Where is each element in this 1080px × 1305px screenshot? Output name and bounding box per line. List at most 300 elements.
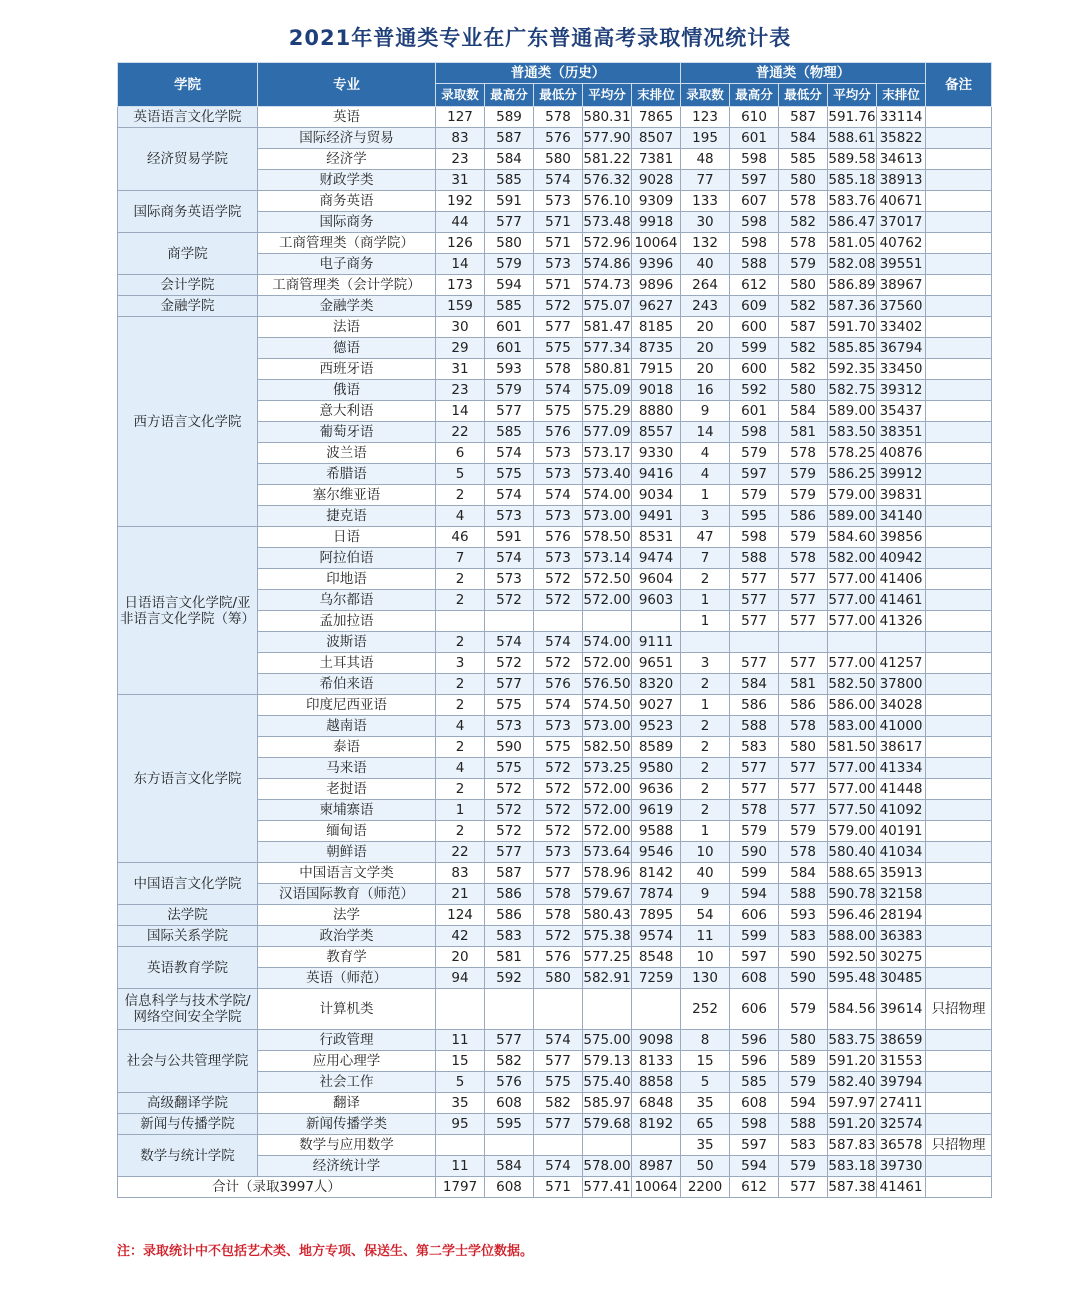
- page-title: 2021年普通类专业在广东普通高考录取情况统计表: [288, 26, 792, 50]
- physics-value-cell: 579: [779, 1156, 828, 1177]
- physics-value-cell: 579.00: [828, 485, 877, 506]
- major-cell: 法语: [258, 317, 436, 338]
- history-value-cell: 578.00: [583, 1156, 632, 1177]
- physics-value-cell: 610: [730, 107, 779, 128]
- physics-value-cell: 583.50: [828, 422, 877, 443]
- history-value-cell: 581.22: [583, 149, 632, 170]
- history-value-cell: 572: [485, 653, 534, 674]
- footnote: 注：录取统计中不包括艺术类、地方专项、保送生、第二学士学位数据。: [117, 1244, 534, 1259]
- physics-value-cell: 601: [730, 401, 779, 422]
- physics-value-cell: 14: [681, 422, 730, 443]
- history-value-cell: 587: [485, 128, 534, 149]
- table-row: [118, 317, 992, 338]
- history-value-cell: 22: [436, 842, 485, 863]
- history-value-cell: [583, 989, 632, 1030]
- physics-value-cell: 586: [730, 695, 779, 716]
- history-value-cell: 575.09: [583, 380, 632, 401]
- history-value-cell: 571: [534, 233, 583, 254]
- physics-value-cell: 587: [779, 317, 828, 338]
- history-value-cell: 591: [485, 527, 534, 548]
- remark-cell: [926, 275, 992, 296]
- history-value-cell: 7381: [632, 149, 681, 170]
- history-value-cell: 579: [485, 254, 534, 275]
- physics-value-cell: 195: [681, 128, 730, 149]
- physics-value-cell: [681, 632, 730, 653]
- history-value-cell: 574: [485, 548, 534, 569]
- history-value-cell: 574: [534, 695, 583, 716]
- physics-value-cell: 32158: [877, 884, 926, 905]
- major-cell: 英语（师范）: [258, 968, 436, 989]
- physics-value-cell: 580: [779, 170, 828, 191]
- history-value-cell: 14: [436, 401, 485, 422]
- remark-cell: [926, 968, 992, 989]
- major-cell: 泰语: [258, 737, 436, 758]
- college-cell: 国际关系学院: [118, 926, 258, 947]
- total-physics-cell: 577: [779, 1177, 828, 1198]
- physics-value-cell: 8: [681, 1030, 730, 1051]
- table-row: [118, 191, 992, 212]
- physics-value-cell: 588: [730, 548, 779, 569]
- header-sub-count: 录取数: [436, 84, 485, 107]
- remark-cell: [926, 1093, 992, 1114]
- history-value-cell: 590: [485, 737, 534, 758]
- physics-value-cell: 591.76: [828, 107, 877, 128]
- history-value-cell: 7874: [632, 884, 681, 905]
- major-cell: 新闻传播学类: [258, 1114, 436, 1135]
- physics-value-cell: 54: [681, 905, 730, 926]
- history-value-cell: [436, 611, 485, 632]
- history-value-cell: 593: [485, 359, 534, 380]
- physics-value-cell: 597: [730, 464, 779, 485]
- physics-value-cell: 588: [779, 1114, 828, 1135]
- college-cell: 英语语言文化学院: [118, 107, 258, 128]
- history-value-cell: 572: [485, 800, 534, 821]
- history-value-cell: 573: [534, 191, 583, 212]
- history-value-cell: 580.31: [583, 107, 632, 128]
- history-value-cell: 31: [436, 359, 485, 380]
- physics-value-cell: 590.78: [828, 884, 877, 905]
- physics-value-cell: 600: [730, 359, 779, 380]
- physics-value-cell: 40191: [877, 821, 926, 842]
- physics-value-cell: 580.40: [828, 842, 877, 863]
- remark-cell: [926, 758, 992, 779]
- remark-cell: [926, 716, 992, 737]
- physics-value-cell: 582: [779, 359, 828, 380]
- remark-cell: [926, 800, 992, 821]
- major-cell: 法学: [258, 905, 436, 926]
- remark-cell: [926, 590, 992, 611]
- physics-value-cell: 591.70: [828, 317, 877, 338]
- physics-value-cell: 594: [779, 1093, 828, 1114]
- physics-value-cell: 2: [681, 674, 730, 695]
- college-cell: 高级翻译学院: [118, 1093, 258, 1114]
- history-value-cell: 579.68: [583, 1114, 632, 1135]
- history-value-cell: 582: [485, 1051, 534, 1072]
- physics-value-cell: 35: [681, 1135, 730, 1156]
- remark-cell: [926, 359, 992, 380]
- total-label: 合计（录取3997人）: [118, 1177, 436, 1198]
- total-physics-cell: 587.38: [828, 1177, 877, 1198]
- physics-value-cell: 579: [730, 821, 779, 842]
- physics-value-cell: 39794: [877, 1072, 926, 1093]
- history-value-cell: 9474: [632, 548, 681, 569]
- history-value-cell: 574.50: [583, 695, 632, 716]
- physics-value-cell: 580: [779, 380, 828, 401]
- history-value-cell: 573: [534, 443, 583, 464]
- physics-value-cell: 20: [681, 317, 730, 338]
- physics-value-cell: 34140: [877, 506, 926, 527]
- physics-value-cell: 584: [779, 401, 828, 422]
- physics-value-cell: 41326: [877, 611, 926, 632]
- physics-value-cell: 34613: [877, 149, 926, 170]
- physics-value-cell: 591.20: [828, 1114, 877, 1135]
- history-value-cell: [485, 611, 534, 632]
- physics-value-cell: 579: [779, 464, 828, 485]
- major-cell: 中国语言文学类: [258, 863, 436, 884]
- history-value-cell: 579.67: [583, 884, 632, 905]
- physics-value-cell: 597: [730, 1135, 779, 1156]
- remark-cell: [926, 107, 992, 128]
- physics-value-cell: 41334: [877, 758, 926, 779]
- table-row: [118, 1114, 992, 1135]
- physics-value-cell: 579: [779, 821, 828, 842]
- physics-value-cell: 588.65: [828, 863, 877, 884]
- physics-value-cell: 594: [730, 884, 779, 905]
- history-value-cell: 573.64: [583, 842, 632, 863]
- history-value-cell: [485, 1135, 534, 1156]
- physics-value-cell: 579.00: [828, 821, 877, 842]
- history-value-cell: 8880: [632, 401, 681, 422]
- history-value-cell: 30: [436, 317, 485, 338]
- physics-value-cell: 588: [730, 716, 779, 737]
- physics-value-cell: 577: [779, 611, 828, 632]
- table-row: [118, 296, 992, 317]
- history-value-cell: 577: [485, 212, 534, 233]
- remark-cell: [926, 212, 992, 233]
- physics-value-cell: 586.25: [828, 464, 877, 485]
- physics-value-cell: 591.20: [828, 1051, 877, 1072]
- major-cell: 应用心理学: [258, 1051, 436, 1072]
- history-value-cell: 2: [436, 632, 485, 653]
- major-cell: 越南语: [258, 716, 436, 737]
- history-value-cell: [436, 1135, 485, 1156]
- physics-value-cell: 592: [730, 380, 779, 401]
- physics-value-cell: 4: [681, 464, 730, 485]
- major-cell: 阿拉伯语: [258, 548, 436, 569]
- physics-value-cell: [779, 632, 828, 653]
- total-remark-cell: [926, 1177, 992, 1198]
- history-value-cell: 8133: [632, 1051, 681, 1072]
- history-value-cell: 574: [485, 485, 534, 506]
- history-value-cell: 9588: [632, 821, 681, 842]
- history-value-cell: 574: [485, 443, 534, 464]
- history-value-cell: 572: [534, 800, 583, 821]
- physics-value-cell: 589.00: [828, 506, 877, 527]
- table-row: [118, 527, 992, 548]
- physics-value-cell: 582.08: [828, 254, 877, 275]
- header-sub-rank: 末排位: [632, 84, 681, 107]
- physics-value-cell: 1: [681, 590, 730, 611]
- history-value-cell: 9636: [632, 779, 681, 800]
- major-cell: 柬埔寨语: [258, 800, 436, 821]
- remark-cell: [926, 254, 992, 275]
- history-value-cell: 578: [534, 359, 583, 380]
- physics-value-cell: 584.60: [828, 527, 877, 548]
- physics-value-cell: 586.89: [828, 275, 877, 296]
- history-value-cell: 6: [436, 443, 485, 464]
- header-major: 专业: [258, 63, 436, 107]
- physics-value-cell: [877, 632, 926, 653]
- history-value-cell: 35: [436, 1093, 485, 1114]
- history-value-cell: 572: [534, 569, 583, 590]
- major-cell: 孟加拉语: [258, 611, 436, 632]
- physics-value-cell: 599: [730, 926, 779, 947]
- history-value-cell: 571: [534, 212, 583, 233]
- history-value-cell: 585: [485, 296, 534, 317]
- history-value-cell: [534, 989, 583, 1030]
- physics-value-cell: 123: [681, 107, 730, 128]
- physics-value-cell: 607: [730, 191, 779, 212]
- history-value-cell: 585.97: [583, 1093, 632, 1114]
- physics-value-cell: 40: [681, 254, 730, 275]
- history-value-cell: 576: [534, 128, 583, 149]
- physics-value-cell: 579: [779, 485, 828, 506]
- major-cell: 德语: [258, 338, 436, 359]
- physics-value-cell: 7: [681, 548, 730, 569]
- physics-value-cell: 33402: [877, 317, 926, 338]
- header-sub-avg: 平均分: [828, 84, 877, 107]
- physics-value-cell: 592.35: [828, 359, 877, 380]
- history-value-cell: 5: [436, 464, 485, 485]
- history-value-cell: 572.00: [583, 590, 632, 611]
- header-remark: 备注: [926, 63, 992, 107]
- physics-value-cell: 582: [779, 212, 828, 233]
- history-value-cell: 575.29: [583, 401, 632, 422]
- physics-value-cell: 593: [779, 905, 828, 926]
- major-cell: 工商管理类（会计学院）: [258, 275, 436, 296]
- college-cell: 日语语言文化学院/亚非语言文化学院（筹）: [118, 527, 258, 695]
- remark-cell: [926, 233, 992, 254]
- major-cell: 俄语: [258, 380, 436, 401]
- admission-table: [117, 62, 992, 1198]
- remark-cell: [926, 674, 992, 695]
- header-sub-rank: 末排位: [877, 84, 926, 107]
- history-value-cell: 580.43: [583, 905, 632, 926]
- physics-value-cell: 608: [730, 1093, 779, 1114]
- total-history-cell: 577.41: [583, 1177, 632, 1198]
- physics-value-cell: 40876: [877, 443, 926, 464]
- remark-cell: [926, 653, 992, 674]
- physics-value-cell: 35822: [877, 128, 926, 149]
- history-value-cell: 574.00: [583, 485, 632, 506]
- history-value-cell: 576: [534, 674, 583, 695]
- history-value-cell: 573: [534, 716, 583, 737]
- physics-value-cell: 2: [681, 800, 730, 821]
- history-value-cell: 582: [534, 1093, 583, 1114]
- history-value-cell: 572: [534, 653, 583, 674]
- remark-cell: [926, 422, 992, 443]
- physics-value-cell: 598: [730, 212, 779, 233]
- history-value-cell: 578: [534, 905, 583, 926]
- major-cell: 金融学类: [258, 296, 436, 317]
- physics-value-cell: 2: [681, 737, 730, 758]
- physics-value-cell: 50: [681, 1156, 730, 1177]
- physics-value-cell: 608: [730, 968, 779, 989]
- physics-value-cell: 30275: [877, 947, 926, 968]
- header-sub-min: 最低分: [534, 84, 583, 107]
- history-value-cell: 585: [485, 422, 534, 443]
- history-value-cell: 94: [436, 968, 485, 989]
- physics-value-cell: 77: [681, 170, 730, 191]
- history-value-cell: 42: [436, 926, 485, 947]
- history-value-cell: 9651: [632, 653, 681, 674]
- table-row: [118, 233, 992, 254]
- history-value-cell: 8548: [632, 947, 681, 968]
- major-cell: 希伯来语: [258, 674, 436, 695]
- history-value-cell: 580: [534, 968, 583, 989]
- physics-value-cell: 586.47: [828, 212, 877, 233]
- physics-value-cell: 39730: [877, 1156, 926, 1177]
- history-value-cell: 7895: [632, 905, 681, 926]
- history-value-cell: 8507: [632, 128, 681, 149]
- history-value-cell: 9580: [632, 758, 681, 779]
- physics-value-cell: 39614: [877, 989, 926, 1030]
- physics-value-cell: 579: [779, 254, 828, 275]
- physics-value-cell: 578: [779, 233, 828, 254]
- physics-value-cell: 30485: [877, 968, 926, 989]
- history-value-cell: 9918: [632, 212, 681, 233]
- history-value-cell: 572.00: [583, 653, 632, 674]
- physics-value-cell: 578: [779, 716, 828, 737]
- table-body: [118, 107, 992, 1198]
- physics-value-cell: 41092: [877, 800, 926, 821]
- history-value-cell: 575.07: [583, 296, 632, 317]
- history-value-cell: 22: [436, 422, 485, 443]
- history-value-cell: 580: [485, 233, 534, 254]
- history-value-cell: 576: [534, 947, 583, 968]
- history-value-cell: 572: [534, 296, 583, 317]
- physics-value-cell: 579: [730, 443, 779, 464]
- history-value-cell: 577: [534, 863, 583, 884]
- history-value-cell: 592: [485, 968, 534, 989]
- remark-cell: [926, 632, 992, 653]
- history-value-cell: 9098: [632, 1030, 681, 1051]
- history-value-cell: 8589: [632, 737, 681, 758]
- history-value-cell: 577: [485, 401, 534, 422]
- history-value-cell: 9309: [632, 191, 681, 212]
- remark-cell: [926, 779, 992, 800]
- history-value-cell: 572: [534, 779, 583, 800]
- physics-value-cell: 577.00: [828, 569, 877, 590]
- physics-value-cell: 590: [730, 842, 779, 863]
- major-cell: 印度尼西亚语: [258, 695, 436, 716]
- physics-value-cell: 598: [730, 233, 779, 254]
- history-value-cell: 581: [485, 947, 534, 968]
- physics-value-cell: 599: [730, 863, 779, 884]
- history-value-cell: 3: [436, 653, 485, 674]
- physics-value-cell: 65: [681, 1114, 730, 1135]
- major-cell: 商务英语: [258, 191, 436, 212]
- history-value-cell: 29: [436, 338, 485, 359]
- remark-cell: [926, 884, 992, 905]
- physics-value-cell: 585: [779, 149, 828, 170]
- physics-value-cell: 578: [779, 191, 828, 212]
- physics-value-cell: 580: [779, 1030, 828, 1051]
- major-cell: 印地语: [258, 569, 436, 590]
- physics-value-cell: 34028: [877, 695, 926, 716]
- history-value-cell: 581.47: [583, 317, 632, 338]
- history-value-cell: [583, 611, 632, 632]
- history-value-cell: 576: [485, 1072, 534, 1093]
- physics-value-cell: 601: [730, 128, 779, 149]
- physics-value-cell: 27411: [877, 1093, 926, 1114]
- physics-value-cell: 577: [730, 653, 779, 674]
- history-value-cell: 124: [436, 905, 485, 926]
- physics-value-cell: 33114: [877, 107, 926, 128]
- history-value-cell: [632, 611, 681, 632]
- physics-value-cell: 577: [730, 611, 779, 632]
- physics-value-cell: 585.18: [828, 170, 877, 191]
- history-value-cell: 83: [436, 128, 485, 149]
- physics-value-cell: 582: [779, 338, 828, 359]
- physics-value-cell: 9: [681, 884, 730, 905]
- physics-value-cell: 40942: [877, 548, 926, 569]
- history-value-cell: 578: [534, 884, 583, 905]
- history-value-cell: 577: [534, 317, 583, 338]
- history-value-cell: 594: [485, 275, 534, 296]
- physics-value-cell: 581.50: [828, 737, 877, 758]
- history-value-cell: 9018: [632, 380, 681, 401]
- physics-value-cell: 16: [681, 380, 730, 401]
- history-value-cell: 574.73: [583, 275, 632, 296]
- major-cell: 国际经济与贸易: [258, 128, 436, 149]
- physics-value-cell: 5: [681, 1072, 730, 1093]
- remark-cell: [926, 506, 992, 527]
- history-value-cell: 7259: [632, 968, 681, 989]
- physics-value-cell: 598: [730, 527, 779, 548]
- physics-value-cell: 597.97: [828, 1093, 877, 1114]
- history-value-cell: 577.34: [583, 338, 632, 359]
- physics-value-cell: 584: [779, 863, 828, 884]
- remark-cell: [926, 485, 992, 506]
- major-cell: 西班牙语: [258, 359, 436, 380]
- physics-value-cell: 590: [779, 968, 828, 989]
- physics-value-cell: 579: [730, 485, 779, 506]
- major-cell: 波斯语: [258, 632, 436, 653]
- history-value-cell: 23: [436, 380, 485, 401]
- history-value-cell: 573: [534, 464, 583, 485]
- history-value-cell: 573.40: [583, 464, 632, 485]
- history-value-cell: 574: [534, 1030, 583, 1051]
- history-value-cell: 573: [534, 506, 583, 527]
- physics-value-cell: [828, 632, 877, 653]
- history-value-cell: 8858: [632, 1072, 681, 1093]
- physics-value-cell: 2: [681, 779, 730, 800]
- major-cell: 日语: [258, 527, 436, 548]
- physics-value-cell: 586: [779, 695, 828, 716]
- physics-value-cell: 32574: [877, 1114, 926, 1135]
- physics-value-cell: 580: [779, 737, 828, 758]
- physics-value-cell: 577: [730, 758, 779, 779]
- physics-value-cell: 585.85: [828, 338, 877, 359]
- header-sub-count: 录取数: [681, 84, 730, 107]
- history-value-cell: 577.90: [583, 128, 632, 149]
- physics-value-cell: 584: [779, 128, 828, 149]
- physics-value-cell: 596.46: [828, 905, 877, 926]
- physics-value-cell: 588.61: [828, 128, 877, 149]
- physics-value-cell: 582.40: [828, 1072, 877, 1093]
- history-value-cell: 583: [485, 926, 534, 947]
